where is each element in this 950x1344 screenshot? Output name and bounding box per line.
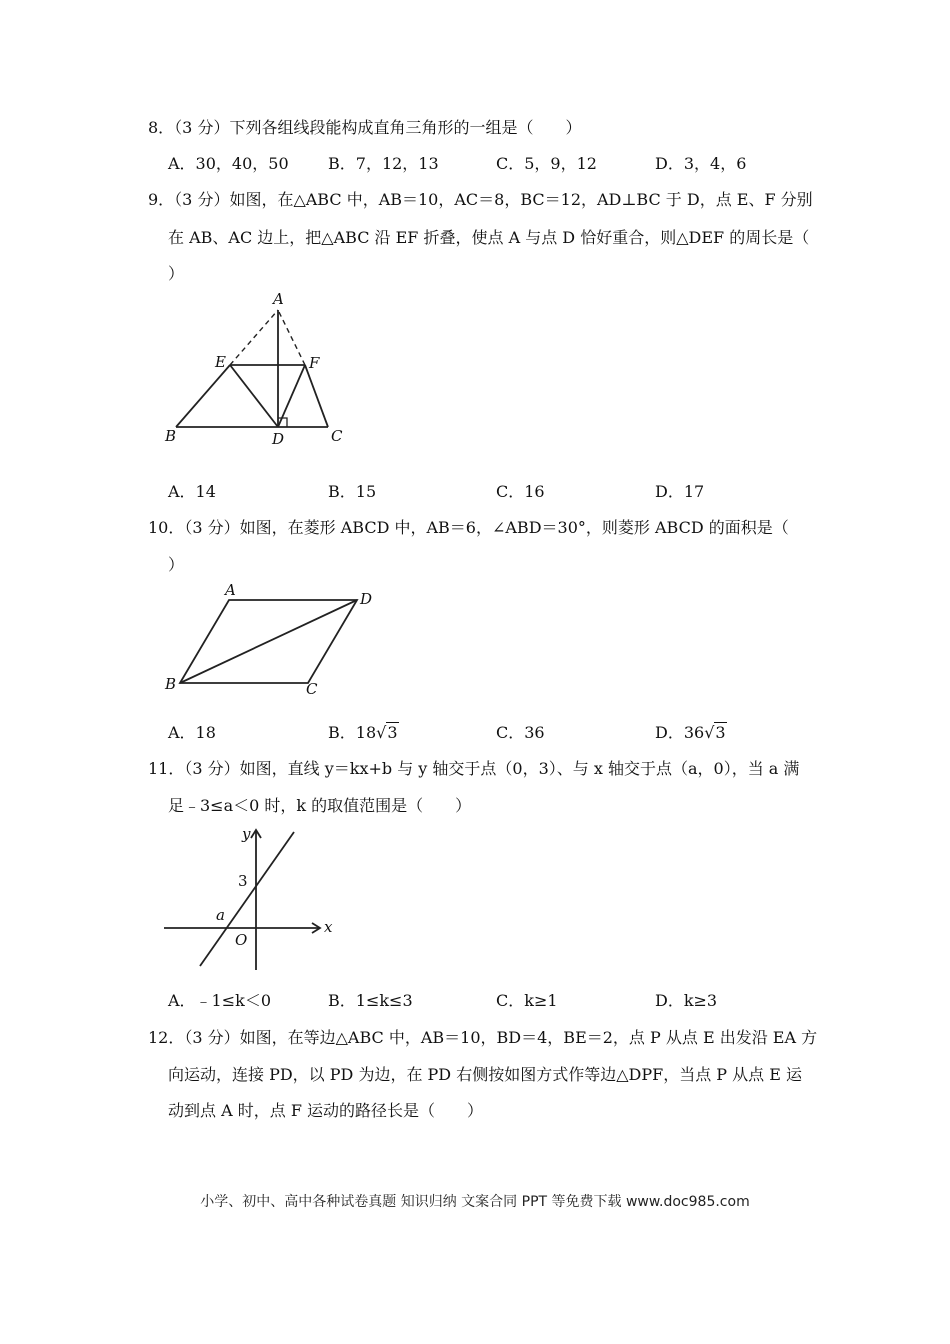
q9-label-e: E <box>215 353 226 371</box>
q10-option-c: C．36 <box>496 723 545 742</box>
sqrt-symbol: √3 <box>376 723 398 742</box>
q9-figure-triangle <box>160 288 360 453</box>
q11-figure-graph <box>160 820 340 975</box>
q11-option-d: D．k≥3 <box>655 991 718 1010</box>
q11-option-b: B．1≤k≤3 <box>328 991 413 1010</box>
q12-stem-line2: 向运动，连接 PD，以 PD 为边，在 PD 右侧按如图方式作等边△DPF，当点 P 从点 E 运 <box>168 1065 803 1084</box>
q11-label-y: y <box>242 825 251 843</box>
q10-figure-rhombus <box>160 578 385 698</box>
q10-stem-line1: 10．（3 分）如图，在菱形 ABCD 中，AB＝6，∠ABD＝30°，则菱形 ABCD 的面积是（ <box>148 518 789 537</box>
q9-label-a: A <box>273 290 284 308</box>
q8-stem: 8．（3 分）下列各组线段能构成直角三角形的一组是（ ） <box>148 118 582 137</box>
q11-label-a: a <box>216 906 225 924</box>
q10-option-d <box>655 723 727 743</box>
q9-label-f: F <box>309 354 320 372</box>
q9-option-c: C．16 <box>496 482 545 501</box>
q9-label-d: D <box>272 430 285 448</box>
q10-option-d-text: D．36 <box>655 723 705 742</box>
q10-label-c: C <box>306 680 318 698</box>
q10-option-b <box>328 723 399 743</box>
q10-stem-line2: ） <box>168 555 185 574</box>
sqrt-radicand: 3 <box>387 723 398 742</box>
q10-option-a: A．18 <box>168 723 216 742</box>
q11-label-3: 3 <box>238 872 248 890</box>
q9-stem-line3: ） <box>168 264 185 283</box>
q8-option-b: B．7，12，13 <box>328 154 439 173</box>
q11-stem-line2: 足﹣3≤a＜0 时，k 的取值范围是（ ） <box>168 796 472 815</box>
q11-option-c: C．k≥1 <box>496 991 558 1010</box>
q8-option-c: C．5，9，12 <box>496 154 597 173</box>
sqrt-symbol: √3 <box>704 723 726 742</box>
q10-label-b: B <box>165 675 177 693</box>
q8-option-d: D．3，4，6 <box>655 154 747 173</box>
q10-label-a: A <box>225 581 236 599</box>
q9-option-b: B．15 <box>328 482 377 501</box>
q9-label-b: B <box>165 427 177 445</box>
q10-option-b-text: B．18 <box>328 723 377 742</box>
q9-label-c: C <box>331 427 343 445</box>
q11-option-a: A．﹣1≤k＜0 <box>168 991 272 1010</box>
q9-stem-line2: 在 AB、AC 边上，把△ABC 沿 EF 折叠，使点 A 与点 D 恰好重合，则△DEF 的周长是（ <box>168 228 810 247</box>
q9-option-a: A．14 <box>168 482 216 501</box>
q9-stem-line1: 9．（3 分）如图，在△ABC 中，AB＝10，AC＝8，BC＝12，AD⊥BC 于 D，点 E、F 分别 <box>148 190 813 209</box>
q10-label-d: D <box>360 590 373 608</box>
q8-option-a: A．30，40，50 <box>168 154 289 173</box>
q9-option-d: D．17 <box>655 482 705 501</box>
q11-label-x: x <box>324 918 333 936</box>
q11-label-o: O <box>235 931 248 949</box>
q11-stem-line1: 11．（3 分）如图，直线 y＝kx+b 与 y 轴交于点（0，3）、与 x 轴交于点（a，0），当 a 满 <box>148 759 800 778</box>
sqrt-radicand: 3 <box>715 723 726 742</box>
page-footer: 小学、初中、高中各种试卷真题 知识归纳 文案合同 PPT 等免费下载 www.doc985.com <box>200 1194 750 1210</box>
q12-stem-line1: 12．（3 分）如图，在等边△ABC 中，AB＝10，BD＝4，BE＝2，点 P 从点 E 出发沿 EA 方 <box>148 1028 818 1047</box>
q12-stem-line3: 动到点 A 时，点 F 运动的路径长是（ ） <box>168 1101 484 1120</box>
